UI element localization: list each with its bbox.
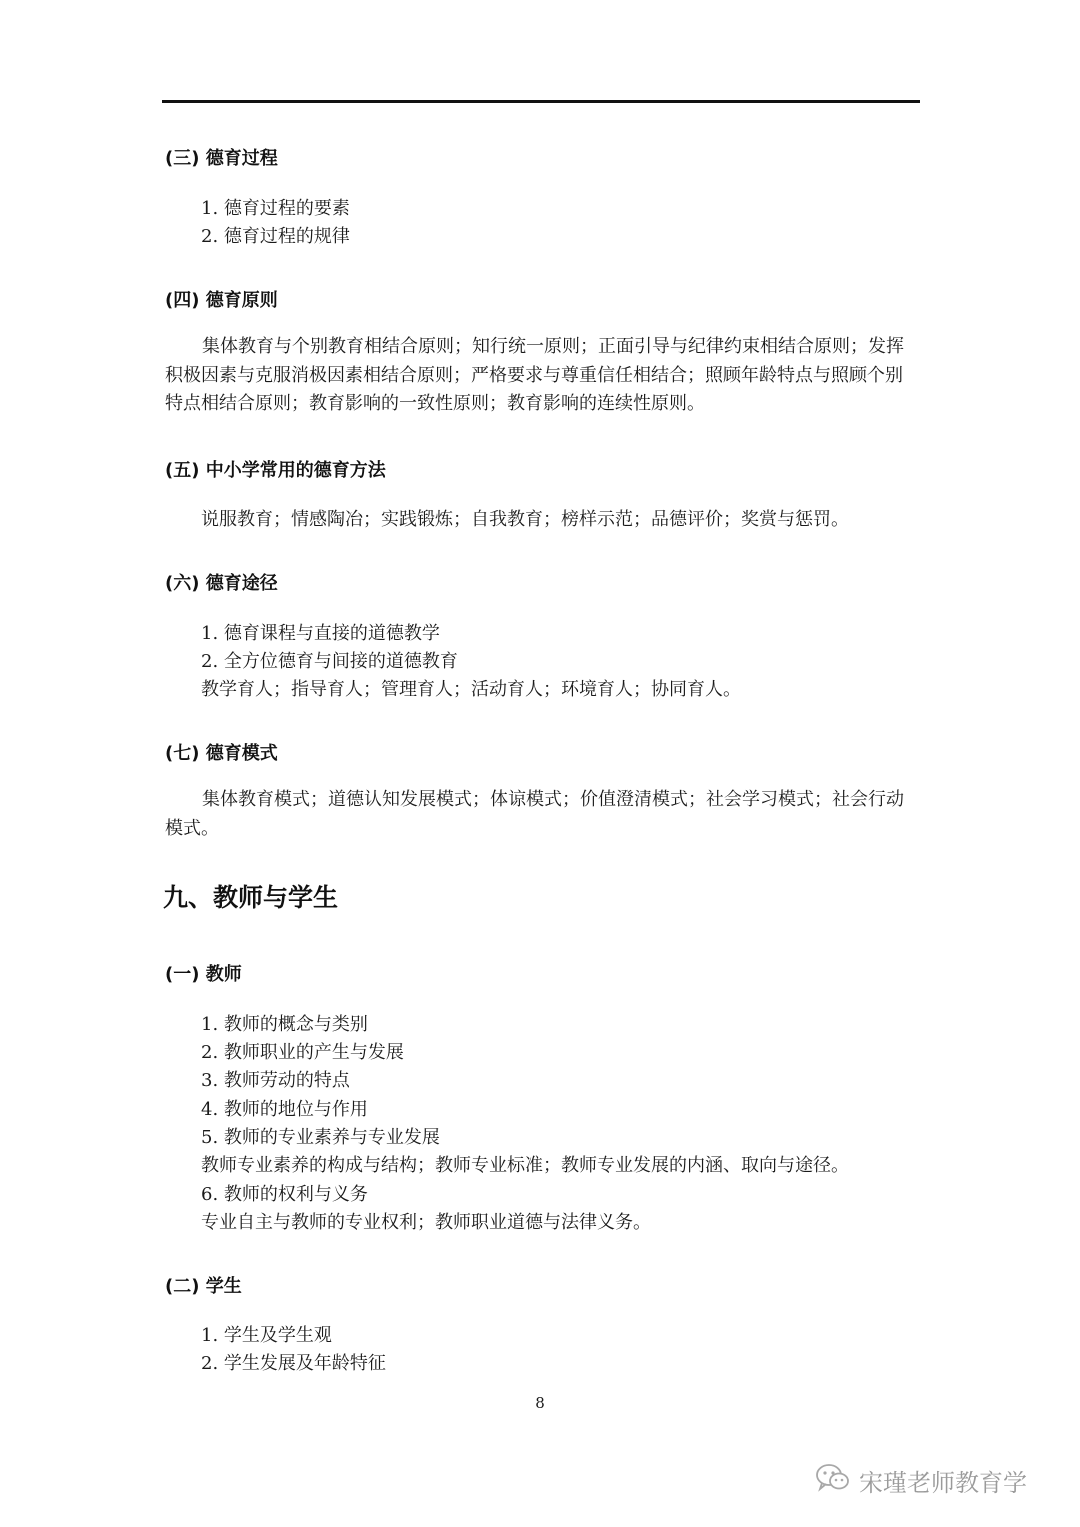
- header-rule: [162, 100, 920, 103]
- models-paragraph: 集体教育模式；道德认知发展模式；体谅模式；价值澄清模式；社会学习模式；社会行动模式。: [165, 789, 904, 839]
- section-heading-models: (七) 德育模式: [165, 743, 278, 764]
- wechat-icon: [815, 1463, 851, 1497]
- section-heading-process: (三) 德育过程: [165, 148, 278, 169]
- section-heading-student: (二) 学生: [165, 1276, 242, 1297]
- list-item: 2. 德育过程的规律: [201, 226, 350, 247]
- section-heading-pathways: (六) 德育途径: [165, 573, 278, 594]
- watermark: [815, 1460, 1027, 1500]
- principles-paragraph: 集体教育与个别教育相结合原则；知行统一原则；正面引导与纪律约束相结合原则；发挥积极因素与克服消极因素相结合原则；严格要求与尊重信任相结合；照顾年龄特点与照顾个别特点相结合原则；教育影响的一致性原则；教育影响的连续性原则。: [165, 336, 904, 414]
- list-item: 6. 教师的权利与义务: [201, 1184, 368, 1205]
- list-item: 2. 全方位德育与间接的道德教育: [201, 651, 458, 672]
- section-heading-teacher: (一) 教师: [165, 964, 242, 985]
- list-item: 3. 教师劳动的特点: [201, 1070, 350, 1091]
- list-item: 1. 德育过程的要素: [201, 198, 350, 219]
- list-item: 1. 德育课程与直接的道德教学: [201, 623, 440, 644]
- section-heading-methods: (五) 中小学常用的德育方法: [165, 460, 386, 481]
- list-item: 1. 教师的概念与类别: [201, 1014, 368, 1035]
- list-item: 5. 教师的专业素养与专业发展: [201, 1127, 440, 1148]
- list-item: 2. 教师职业的产生与发展: [201, 1042, 404, 1063]
- teacher-note: 专业自主与教师的专业权利；教师职业道德与法律义务。: [201, 1212, 651, 1233]
- teacher-note: 教师专业素养的构成与结构；教师专业标准；教师专业发展的内涵、取向与途径。: [201, 1155, 849, 1176]
- section-heading-principles: (四) 德育原则: [165, 290, 278, 311]
- page-number: 8: [535, 1394, 545, 1412]
- list-item: 2. 学生发展及年龄特征: [201, 1353, 386, 1374]
- list-item: 4. 教师的地位与作用: [201, 1099, 368, 1120]
- watermark-text: 宋瑾老师教育学: [859, 1468, 1027, 1497]
- list-item: 1. 学生及学生观: [201, 1325, 332, 1346]
- methods-text: 说服教育；情感陶冶；实践锻炼；自我教育；榜样示范；品德评价；奖赏与惩罚。: [201, 509, 849, 530]
- pathways-note: 教学育人；指导育人；管理育人；活动育人；环境育人；协同育人。: [201, 679, 741, 700]
- chapter-title: 九、教师与学生: [163, 883, 339, 912]
